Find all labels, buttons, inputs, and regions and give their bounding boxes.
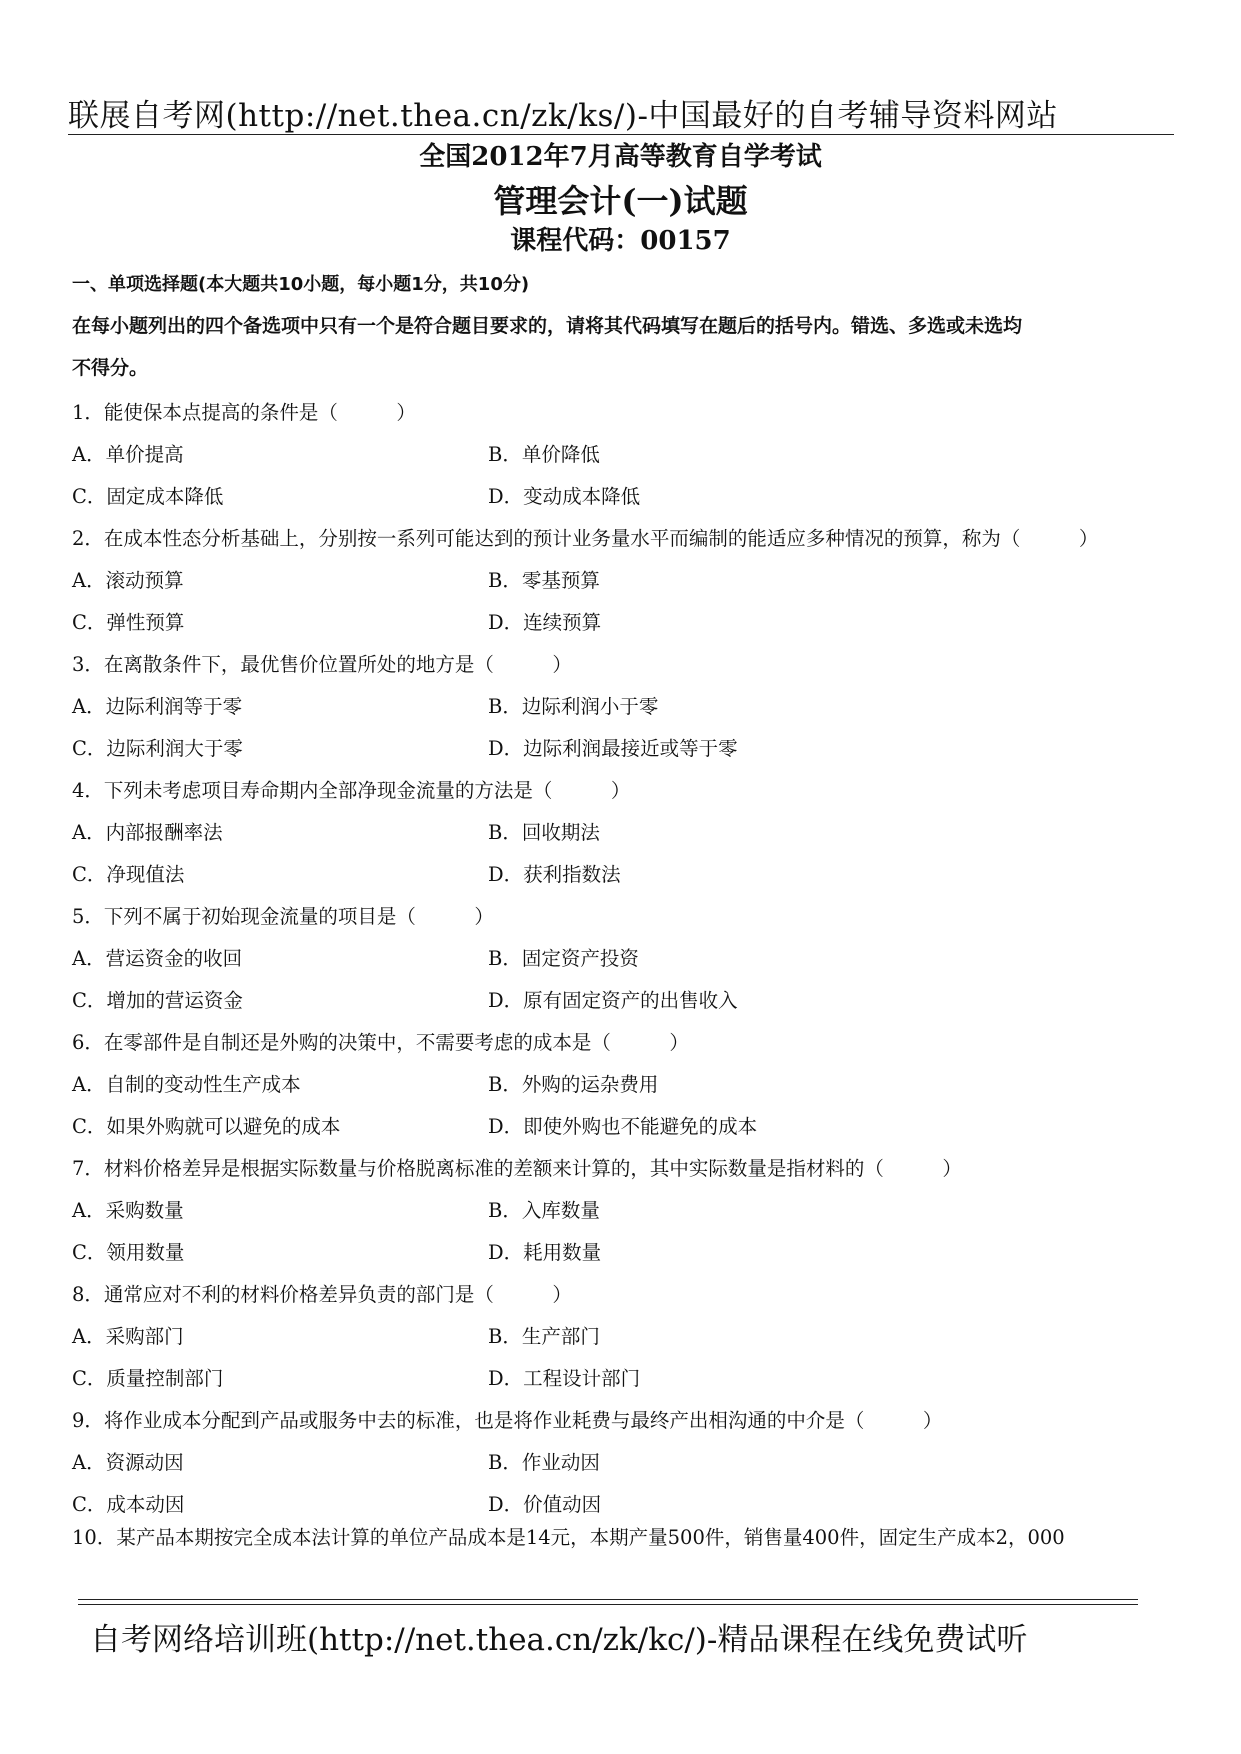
option-b: B．作业动因 xyxy=(488,1451,600,1474)
option-row xyxy=(72,1064,1182,1106)
option-c: C．领用数量 xyxy=(72,1241,185,1264)
course-code: 课程代码：00157 xyxy=(510,226,731,256)
option-a: A．自制的变动性生产成本 xyxy=(72,1073,301,1096)
question-stem: 8．通常应对不利的材料价格差异负责的部门是（ ） xyxy=(72,1283,572,1306)
option-a: A．资源动因 xyxy=(72,1451,184,1474)
option-row xyxy=(72,980,1182,1022)
section-heading: 一、单项选择题(本大题共10小题，每小题1分，共10分) xyxy=(72,274,530,295)
section-instruction-line1: 在每小题列出的四个备选项中只有一个是符合题目要求的，请将其代码填写在题后的括号内。错选、多选或未选均 xyxy=(72,315,1023,337)
option-c: C．增加的营运资金 xyxy=(72,989,243,1012)
option-a: A．内部报酬率法 xyxy=(72,821,223,844)
option-c: C．如果外购就可以避免的成本 xyxy=(72,1115,341,1138)
option-d: D．边际利润最接近或等于零 xyxy=(488,737,738,760)
option-row xyxy=(72,1358,1182,1400)
option-b: B．边际利润小于零 xyxy=(488,695,659,718)
option-row xyxy=(72,476,1182,518)
option-b: B．生产部门 xyxy=(488,1325,600,1348)
option-d: D．工程设计部门 xyxy=(488,1367,641,1390)
option-row xyxy=(72,560,1182,602)
option-d: D．变动成本降低 xyxy=(488,485,641,508)
option-a: A．营运资金的收回 xyxy=(72,947,243,970)
option-row xyxy=(72,1106,1182,1148)
question-stem: 3．在离散条件下，最优售价位置所处的地方是（ ） xyxy=(72,653,572,676)
option-row xyxy=(72,602,1182,644)
question-stem: 7．材料价格差异是根据实际数量与价格脱离标准的差额来计算的，其中实际数量是指材料的（ ） xyxy=(72,1157,962,1180)
option-row xyxy=(72,728,1182,770)
section-instruction-line2: 不得分。 xyxy=(72,357,149,379)
site-footer-text: 自考网络培训班(http://net.thea.cn/zk/kc/)-精品课程在线免费试听 xyxy=(90,1622,1028,1658)
question-stem: 9．将作业成本分配到产品或服务中去的标准，也是将作业耗费与最终产出相沟通的中介是（ ） xyxy=(72,1409,943,1432)
option-d: D．价值动因 xyxy=(488,1493,602,1516)
site-header xyxy=(68,84,1174,135)
option-c: C．弹性预算 xyxy=(72,611,185,634)
option-d: D．耗用数量 xyxy=(488,1241,602,1264)
subject-title: 管理会计(一)试题 xyxy=(493,182,748,220)
option-row xyxy=(72,812,1182,854)
option-d: D．即使外购也不能避免的成本 xyxy=(488,1115,758,1138)
option-b: B．回收期法 xyxy=(488,821,600,844)
site-header-text: 联展自考网(http://net.thea.cn/zk/ks/)-中国最好的自考辅导资料网站 xyxy=(68,98,1058,134)
question-stem: 4．下列未考虑项目寿命期内全部净现金流量的方法是（ ） xyxy=(72,779,631,802)
option-row xyxy=(72,1316,1182,1358)
option-a: A．采购部门 xyxy=(72,1325,184,1348)
option-c: C．固定成本降低 xyxy=(72,485,224,508)
option-b: B．外购的运杂费用 xyxy=(488,1073,659,1096)
option-row xyxy=(72,854,1182,896)
option-row xyxy=(72,1190,1182,1232)
question-list xyxy=(72,392,1182,1526)
option-a: A．采购数量 xyxy=(72,1199,184,1222)
option-row xyxy=(72,686,1182,728)
option-c: C．成本动因 xyxy=(72,1493,185,1516)
question-stem: 6．在零部件是自制还是外购的决策中，不需要考虑的成本是（ ） xyxy=(72,1031,689,1054)
question-stem: 1．能使保本点提高的条件是（ ） xyxy=(72,401,416,424)
exam-title: 全国2012年7月高等教育自学考试 xyxy=(419,142,822,172)
option-c: C．质量控制部门 xyxy=(72,1367,224,1390)
option-a: A．单价提高 xyxy=(72,443,184,466)
option-row xyxy=(72,1484,1182,1526)
option-b: B．零基预算 xyxy=(488,569,600,592)
option-d: D．原有固定资产的出售收入 xyxy=(488,989,738,1012)
option-d: D．获利指数法 xyxy=(488,863,621,886)
option-b: B．单价降低 xyxy=(488,443,600,466)
option-b: B．固定资产投资 xyxy=(488,947,639,970)
question-10-stem: 10．某产品本期按完全成本法计算的单位产品成本是14元，本期产量500件，销售量400件，固定生产成本2，000 xyxy=(72,1526,1065,1549)
option-b: B．入库数量 xyxy=(488,1199,600,1222)
option-c: C．边际利润大于零 xyxy=(72,737,243,760)
option-a: A．滚动预算 xyxy=(72,569,184,592)
option-c: C．净现值法 xyxy=(72,863,185,886)
question-stem: 5．下列不属于初始现金流量的项目是（ ） xyxy=(72,905,494,928)
question-stem: 2．在成本性态分析基础上，分别按一系列可能达到的预计业务量水平而编制的能适应多种情况的预算，称为（ ） xyxy=(72,527,1099,550)
footer-divider xyxy=(78,1604,1138,1605)
option-row xyxy=(72,434,1182,476)
option-row xyxy=(72,1442,1182,1484)
option-d: D．连续预算 xyxy=(488,611,602,634)
footer-divider xyxy=(78,1599,1138,1600)
option-a: A．边际利润等于零 xyxy=(72,695,243,718)
option-row xyxy=(72,1232,1182,1274)
option-row xyxy=(72,938,1182,980)
